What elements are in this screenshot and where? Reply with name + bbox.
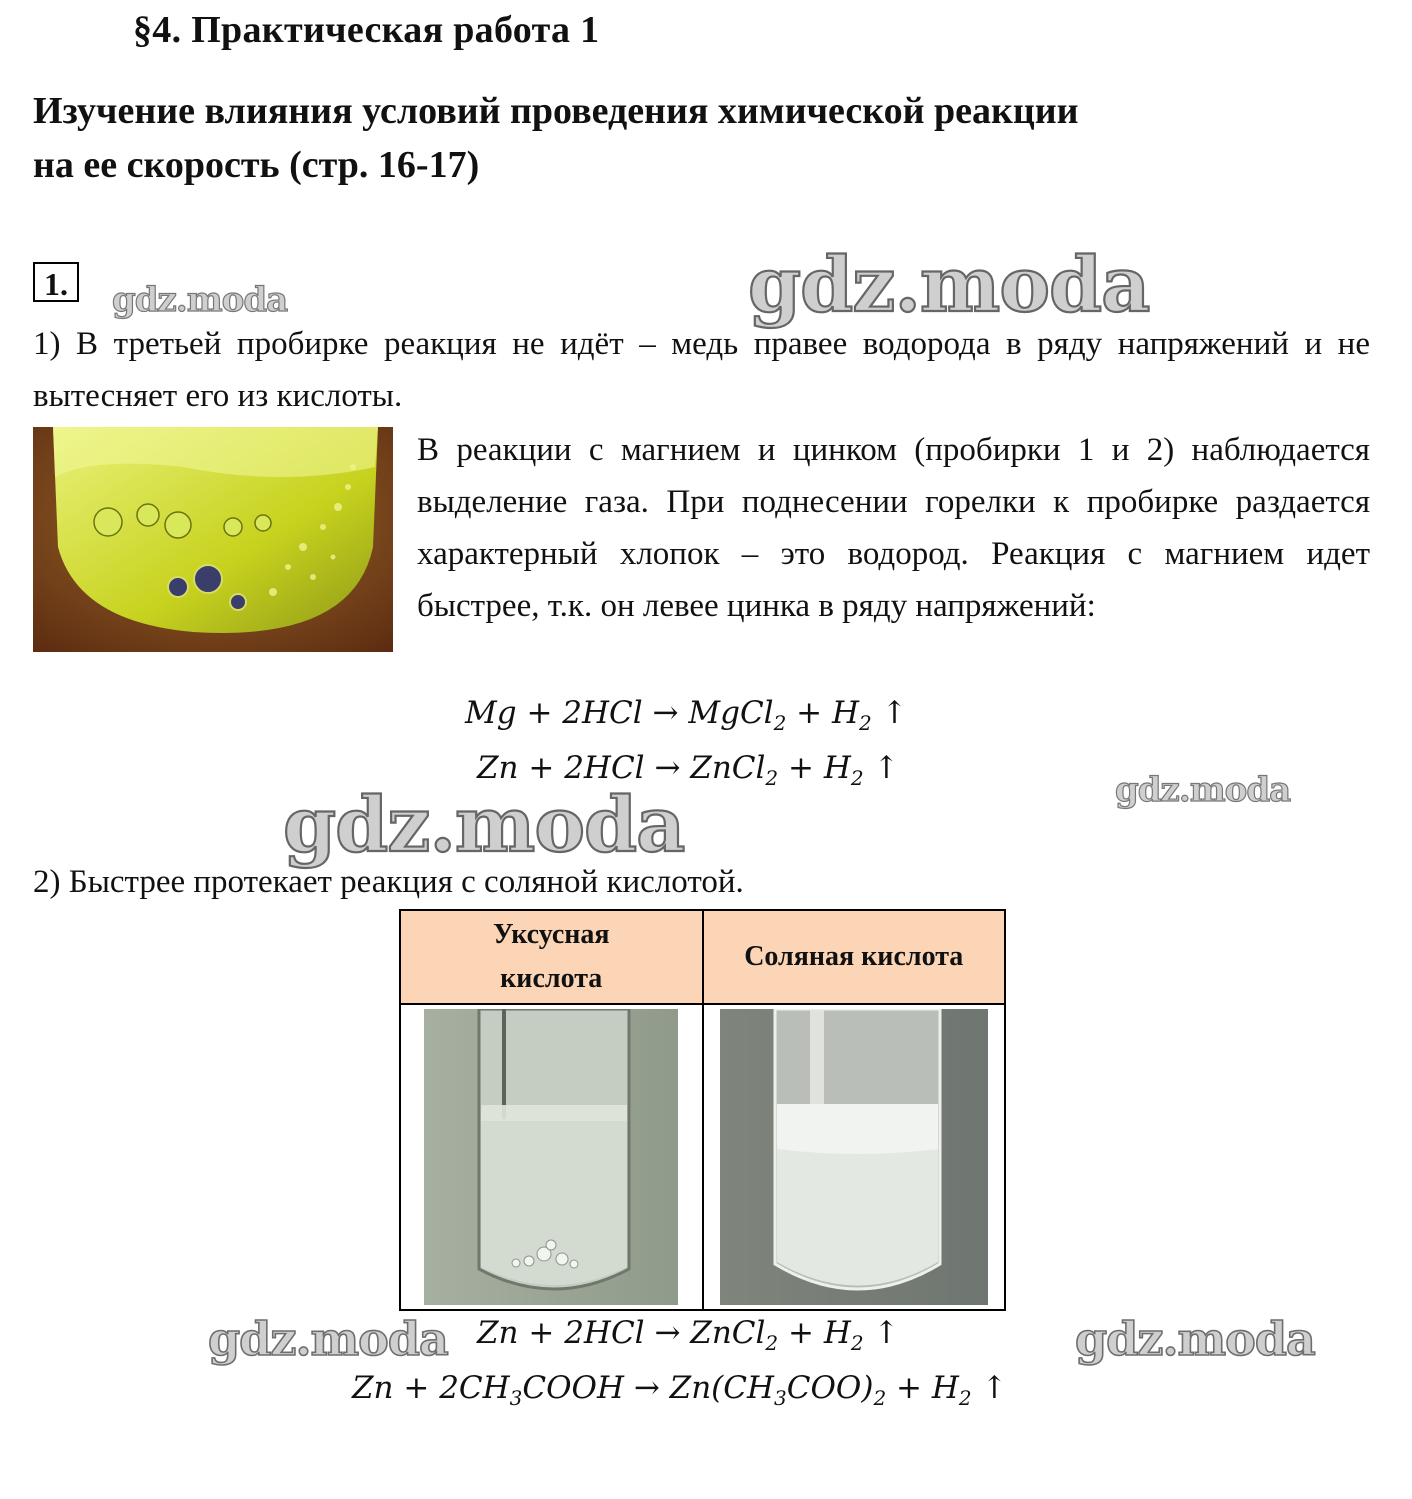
acetic-acid-photo-cell bbox=[400, 1004, 703, 1310]
test-tube-bubbles-photo bbox=[33, 427, 393, 652]
acetic-acid-tube-photo bbox=[424, 1009, 678, 1305]
page-title bbox=[33, 84, 1373, 192]
task-number: 1. bbox=[33, 262, 79, 302]
section-heading: §4. Практическая работа 1 bbox=[133, 9, 600, 51]
watermark-logo: gdz.moda bbox=[1075, 1312, 1315, 1366]
watermark-logo: gdz.moda bbox=[112, 280, 288, 320]
hydrochloric-acid-tube-photo bbox=[720, 1009, 988, 1305]
answer-item-2: 2) Быстрее протекает реакция с соляной кислотой. bbox=[33, 864, 744, 900]
title-line-2: на ее скорость (стр. 16-17) bbox=[33, 144, 480, 186]
watermark-logo: gdz.moda bbox=[283, 780, 685, 869]
watermark-logo: gdz.moda bbox=[208, 1312, 448, 1366]
title-line-1: Изучение влияния условий проведения химической реакции bbox=[33, 90, 1079, 132]
answer-item-1-detail: В реакции с магнием и цинком (пробирки 1 и 2) наблюдается выделение газа. При поднесении горелки к пробирке раздается характерный хлопок – это водород. Реакция с магнием идет быстрее, т.к. он левее цинка в ряду напряжений: bbox=[417, 432, 1370, 624]
watermark-logo: gdz.moda bbox=[1115, 770, 1291, 810]
equation-mg-hcl: Mg + 2HCl → MgCl$_2$ + $H_2$ ↑ bbox=[465, 695, 908, 736]
hydrochloric-acid-photo-cell bbox=[703, 1004, 1006, 1310]
table-header-acetic: Уксусная кислота bbox=[400, 910, 703, 1004]
watermark-logo: gdz.moda bbox=[748, 240, 1150, 329]
comparison-table bbox=[399, 909, 1006, 1311]
equation-zn-hcl-2: Zn + 2HCl → ZnCl$_2$ + $H_2$ ↑ bbox=[477, 1315, 900, 1356]
equation-zn-acetic: $Zn + 2CH_3COOH \to Zn(CH_3COO)_2 + H_2$ ↑ bbox=[352, 1370, 1008, 1411]
equation-zn-hcl: Zn + 2HCl → ZnCl$_2$ + $H_2$ ↑ bbox=[477, 750, 900, 791]
table-header-hydrochloric: Соляная кислота bbox=[703, 910, 1006, 1004]
answer-item-1: 1) В третьей пробирке реакция не идёт – медь правее водорода в ряду напряжений и не вытесняет его из кислоты. bbox=[33, 326, 1370, 414]
